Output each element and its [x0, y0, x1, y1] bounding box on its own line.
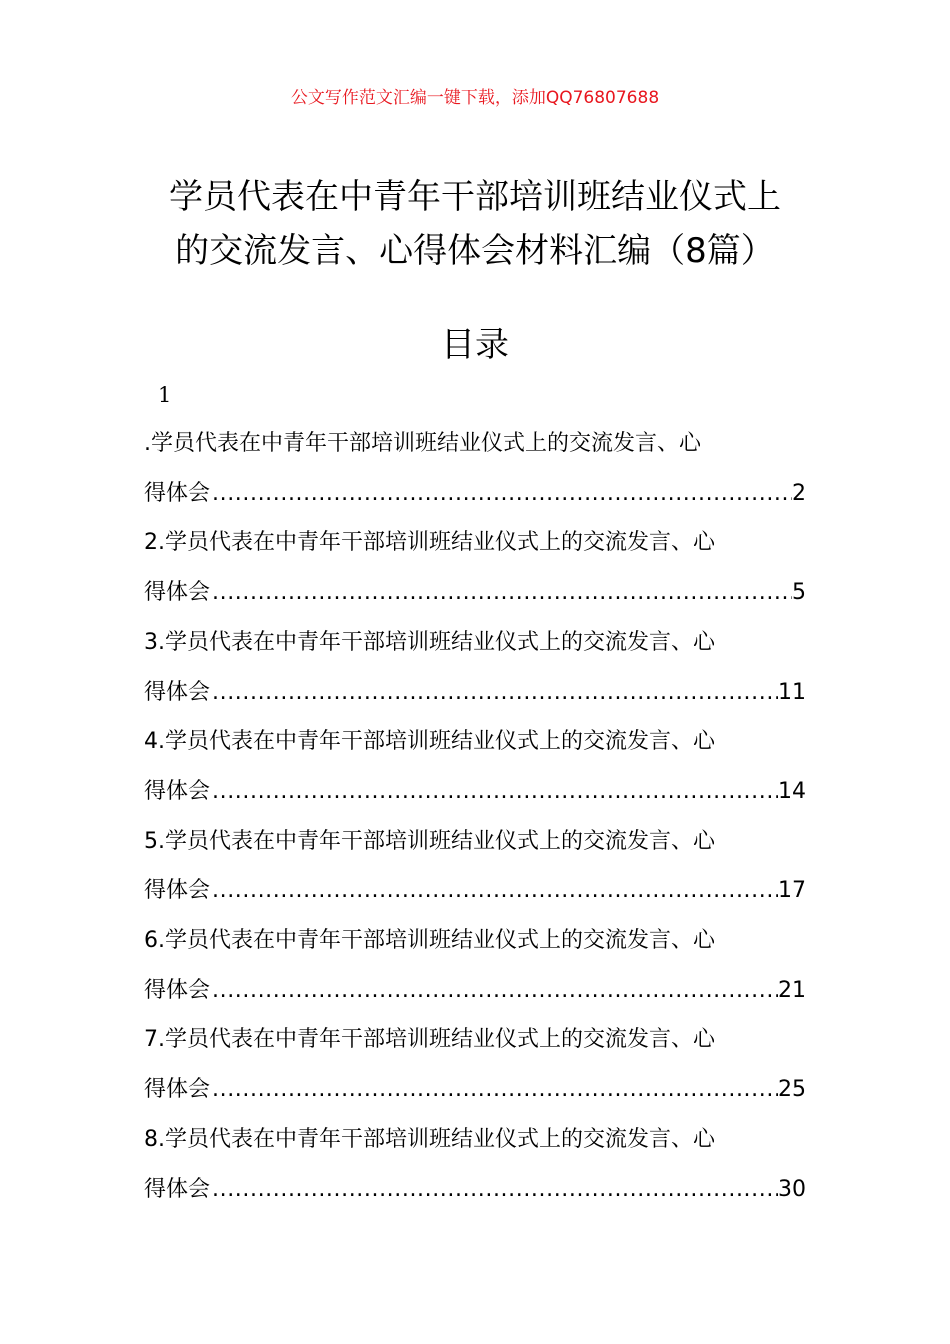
toc-leader-dots [210, 469, 792, 519]
toc-heading: 目录 [441, 325, 509, 365]
toc-leader-dots [210, 767, 778, 817]
toc-entry-title: 7.学员代表在中青年干部培训班结业仪式上的交流发言、心 [144, 1027, 715, 1053]
toc-entry-title-continued: 得体会 [144, 977, 211, 1003]
toc-page-number: 11 [778, 679, 806, 705]
toc-entry-5[interactable] [144, 817, 806, 916]
toc-entry-2[interactable] [144, 518, 806, 617]
toc-entry-title-continued: 得体会 [144, 878, 211, 904]
toc-entry-title-continued: 得体会 [144, 778, 211, 804]
toc-entry-title-continued: 得体会 [144, 1176, 211, 1202]
toc-page-number: 25 [778, 1077, 806, 1103]
toc-entry-3[interactable] [144, 618, 806, 717]
toc-leader-dots [210, 568, 792, 618]
stray-number: 1 [158, 383, 172, 407]
toc-entry-title-continued: 得体会 [144, 580, 211, 606]
toc-page-number: 5 [792, 580, 806, 606]
toc-page-number: 30 [778, 1176, 806, 1202]
toc-entry-4[interactable] [144, 717, 806, 816]
toc-entry-7[interactable] [144, 1015, 806, 1114]
toc-entry-title-continued: 得体会 [144, 480, 211, 506]
toc-entry-title: 3.学员代表在中青年干部培训班结业仪式上的交流发言、心 [144, 629, 715, 655]
toc-leader-dots [210, 668, 778, 718]
toc-page-number: 2 [792, 480, 806, 506]
document-title-line-2: 的交流发言、心得体会材料汇编（8篇） [175, 231, 775, 271]
toc-page-number: 17 [778, 878, 806, 904]
document-title-line-1: 学员代表在中青年干部培训班结业仪式上 [169, 177, 781, 217]
toc-entry-title: 4.学员代表在中青年干部培训班结业仪式上的交流发言、心 [144, 729, 715, 755]
toc-entry-1[interactable] [144, 419, 806, 518]
toc-entry-title-continued: 得体会 [144, 1077, 211, 1103]
toc-leader-dots [210, 966, 778, 1016]
toc-leader-dots [210, 866, 778, 916]
toc-page-number: 21 [778, 977, 806, 1003]
toc-entry-title: 8.学员代表在中青年干部培训班结业仪式上的交流发言、心 [144, 1126, 715, 1152]
toc-entry-title: 6.学员代表在中青年干部培训班结业仪式上的交流发言、心 [144, 928, 715, 954]
toc-page-number: 14 [778, 778, 806, 804]
document-title [60, 170, 890, 278]
toc-entry-title: 2.学员代表在中青年干部培训班结业仪式上的交流发言、心 [144, 530, 715, 556]
toc-entry-title-continued: 得体会 [144, 679, 211, 705]
toc-leader-dots [210, 1065, 778, 1115]
toc-list [144, 419, 806, 1214]
toc-leader-dots [210, 1165, 778, 1215]
toc-entry-8[interactable] [144, 1115, 806, 1214]
download-banner: 公文写作范文汇编一键下载，添加QQ76807688 [290, 88, 660, 108]
toc-entry-title: 5.学员代表在中青年干部培训班结业仪式上的交流发言、心 [144, 828, 715, 854]
toc-entry-6[interactable] [144, 916, 806, 1015]
toc-entry-title: .学员代表在中青年干部培训班结业仪式上的交流发言、心 [144, 431, 701, 456]
